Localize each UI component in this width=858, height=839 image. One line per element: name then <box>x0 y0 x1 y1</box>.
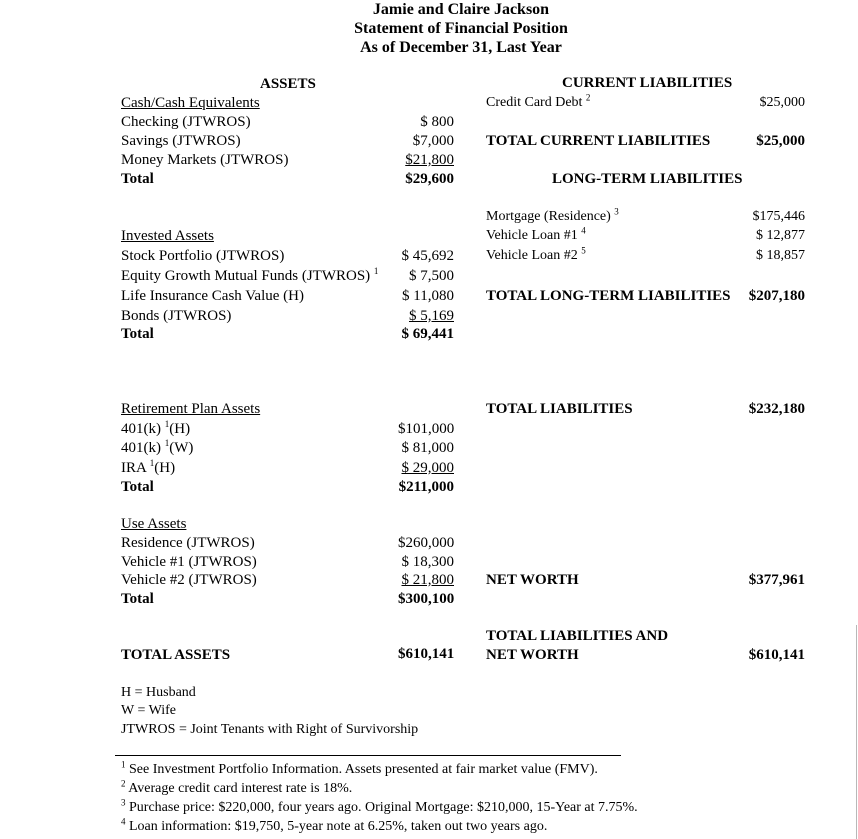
legend-item: W = Wife <box>121 703 177 718</box>
use-assets-row-label: Residence (JTWROS) <box>121 535 255 551</box>
retirement-row-value: $101,000 <box>398 421 455 437</box>
invested-row-label: Bonds (JTWROS) <box>121 308 232 324</box>
footnote-ref: 1 <box>149 458 155 468</box>
assets-heading: ASSETS <box>260 76 316 92</box>
footnote-ref: 1 <box>164 438 170 448</box>
long-term-row-label: Vehicle Loan #2 $^5$ <box>486 245 586 263</box>
cash-row-value: $21,800 <box>405 152 454 168</box>
statement-owner-title: Jamie and Claire Jackson <box>372 1 550 18</box>
use-assets-total-label: Total <box>121 591 154 607</box>
footnote-ref: 2 <box>585 92 591 103</box>
total-liabilities-value: $232,180 <box>748 401 805 417</box>
long-term-row-value: $175,446 <box>752 209 805 224</box>
footnote: $^3$ Purchase price: $220,000, four years ago. Original Mortgage: $210,000, 15-Year at 7.75%. <box>121 797 638 815</box>
retirement-row-label: IRA $^1$(H) <box>121 458 176 476</box>
footnote-divider <box>115 755 621 756</box>
footnote: $^4$ Loan information: $19,750, 5-year note at 6.25%, taken out two years ago. <box>121 816 548 834</box>
retirement-total-label: Total <box>121 479 154 495</box>
page-edge <box>856 625 857 839</box>
current-liabilities-heading: CURRENT LIABILITIES <box>562 75 733 91</box>
footnote-ref: 1 <box>164 419 170 429</box>
total-assets-label: TOTAL ASSETS <box>121 647 231 663</box>
credit-card-debt-value: $25,000 <box>759 95 805 110</box>
credit-card-debt-label: Credit Card Debt $^2$ <box>486 92 591 110</box>
long-term-row-label: Mortgage (Residence) $^3$ <box>486 206 619 224</box>
invested-row-label: Stock Portfolio (JTWROS) <box>121 248 285 264</box>
total-liabilities-label: TOTAL LIABILITIES <box>486 401 633 417</box>
footnote-ref: 5 <box>581 245 586 256</box>
retirement-row-label: 401(k) $^1$(H) <box>121 419 191 437</box>
invested-row-label: Equity Growth Mutual Funds (JTWROS) $^1$ <box>121 266 379 284</box>
total-current-liabilities-label: TOTAL CURRENT LIABILITIES <box>486 133 711 149</box>
retirement-row-label: 401(k) $^1$(W) <box>121 438 194 456</box>
retirement-row-value: $ 81,000 <box>401 440 454 456</box>
total-liabilities-net-worth-label-line2: NET WORTH <box>486 647 579 663</box>
net-worth-value: $377,961 <box>748 572 805 588</box>
cash-row-value: $ 800 <box>420 114 454 130</box>
cash-row-value: $7,000 <box>412 133 454 149</box>
use-assets-section-title: Use Assets <box>121 516 187 532</box>
footnote-ref: 3 <box>614 206 619 217</box>
total-current-liabilities-value: $25,000 <box>756 133 805 149</box>
footnote-ref: 1 <box>373 266 379 276</box>
invested-row-value: $ 45,692 <box>401 248 454 264</box>
legend-item: JTWROS = Joint Tenants with Right of Survivorship <box>121 722 419 737</box>
cash-total-label: Total <box>121 171 154 187</box>
total-long-term-liabilities-value: $207,180 <box>748 288 805 304</box>
invested-section-title: Invested Assets <box>121 228 214 244</box>
long-term-row-value: $ 18,857 <box>756 248 805 263</box>
invested-row-value: $ 7,500 <box>409 268 454 284</box>
long-term-row-value: $ 12,877 <box>756 228 805 243</box>
invested-total-label: Total <box>121 326 154 342</box>
retirement-section-title: Retirement Plan Assets <box>121 401 261 417</box>
cash-section-title: Cash/Cash Equivalents <box>121 95 260 111</box>
invested-row-label: Life Insurance Cash Value (H) <box>121 288 304 304</box>
invested-row-value: $ 11,080 <box>402 288 454 304</box>
cash-row-label: Savings (JTWROS) <box>121 133 241 149</box>
statement-title: Statement of Financial Position <box>354 20 568 37</box>
use-assets-total-value: $300,100 <box>398 591 455 607</box>
total-long-term-liabilities-label: TOTAL LONG-TERM LIABILITIES <box>486 288 731 304</box>
use-assets-row-label: Vehicle #1 (JTWROS) <box>121 554 257 570</box>
retirement-total-value: $211,000 <box>398 479 454 495</box>
retirement-row-value: $ 29,000 <box>401 460 454 476</box>
cash-total-value: $29,600 <box>405 171 454 187</box>
total-liabilities-net-worth-value: $610,141 <box>748 647 805 663</box>
use-assets-row-value: $ 21,800 <box>401 572 454 588</box>
invested-total-value: $ 69,441 <box>401 326 454 342</box>
cash-row-label: Money Markets (JTWROS) <box>121 152 289 168</box>
statement-date: As of December 31, Last Year <box>360 39 562 56</box>
use-assets-row-value: $ 18,300 <box>401 554 454 570</box>
use-assets-row-label: Vehicle #2 (JTWROS) <box>121 572 257 588</box>
total-assets-value: $610,141 <box>398 646 455 662</box>
footnote: $^1$ See Investment Portfolio Information. Assets presented at fair market value (FMV). <box>121 759 598 777</box>
long-term-row-label: Vehicle Loan #1 $^4$ <box>486 225 586 243</box>
invested-row-value: $ 5,169 <box>409 308 454 324</box>
long-term-liabilities-heading: LONG-TERM LIABILITIES <box>552 171 743 187</box>
legend-item: H = Husband <box>121 685 196 700</box>
use-assets-row-value: $260,000 <box>398 535 455 551</box>
footnote-ref: 4 <box>581 225 586 236</box>
net-worth-label: NET WORTH <box>486 572 579 588</box>
total-liabilities-net-worth-label: TOTAL LIABILITIES AND <box>486 628 669 644</box>
footnote: $^2$ Average credit card interest rate is 18%. <box>121 778 353 796</box>
cash-row-label: Checking (JTWROS) <box>121 114 251 130</box>
